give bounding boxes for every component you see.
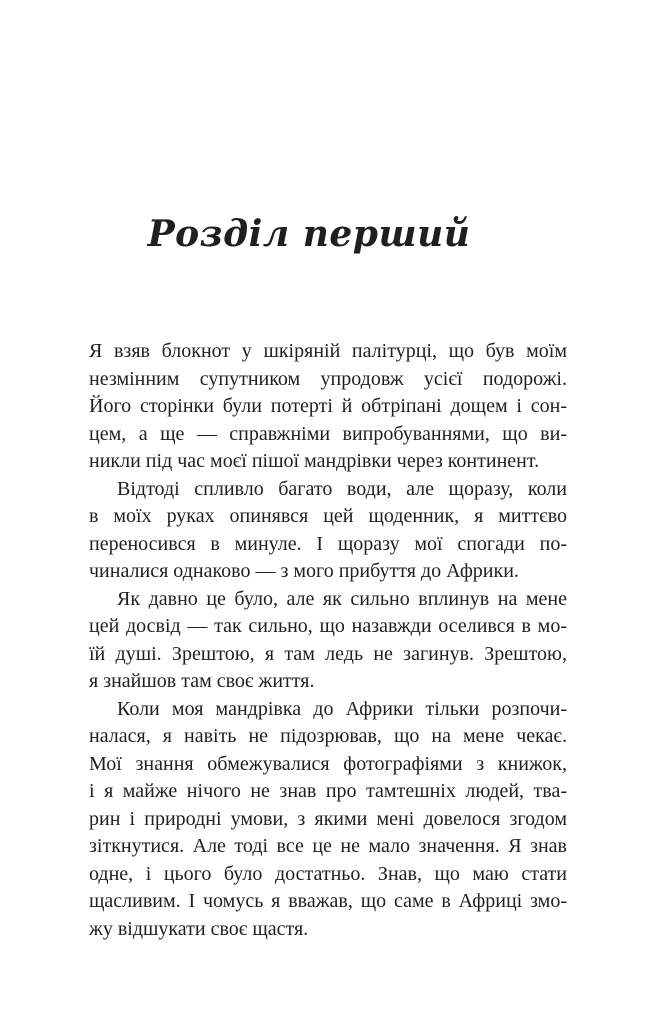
text-line: їй душі. Зрештою, я там ледь не загинув. Зрештою, xyxy=(89,642,567,665)
text-line: і я майже нічого не знав про тамтешніх людей, тва- xyxy=(89,780,567,802)
chapter-title: Розділ перший xyxy=(147,213,471,255)
text-line: в моїх руках опинявся цей щоденник, я миттєво xyxy=(89,505,567,527)
text-line: я знайшов там своє життя. xyxy=(89,670,315,692)
text-line: жу відшукати своє щастя. xyxy=(89,917,309,940)
text-line: Його сторінки були потерті й обтріпані дощем і сон- xyxy=(89,395,567,417)
text-line: Мої знання обмежувалися фотографіями з книжок, xyxy=(89,752,567,775)
text-line: Я взяв блокнот у шкіряній палітурці, що був моїм xyxy=(89,340,567,362)
text-line: чиналися однаково — з мого прибуття до Африки. xyxy=(89,560,519,582)
text-line: щасливим. І чомусь я вважав, що саме в Африці змо- xyxy=(89,890,567,912)
text-line: никли під час моєї пішої мандрівки через континент. xyxy=(89,450,540,472)
paragraph xyxy=(89,476,567,586)
text-line: незмінним супутником упродовж усієї подорожі. xyxy=(89,367,567,390)
text-block xyxy=(89,338,567,943)
paragraph xyxy=(89,586,567,696)
text-line: Відтоді спливло багато води, але щоразу, коли xyxy=(117,477,567,500)
text-line: одне, і цього було достатньо. Знав, що маю стати xyxy=(89,862,567,885)
text-line: цем, а ще — справжніми випробуваннями, що ви- xyxy=(89,422,567,445)
text-line: рин і природні умови, з якими мені довелося згодом xyxy=(89,807,567,830)
text-line: переносився в минуле. І щоразу мої спогади по- xyxy=(89,532,567,555)
text-line: цей досвід — так сильно, що назавжди оселився в мо- xyxy=(89,615,567,637)
text-line: зіткнутися. Але тоді все це не мало значення. Я знав xyxy=(89,835,567,857)
paragraph xyxy=(89,696,567,944)
text-line: Як давно це було, але як сильно вплинув на мене xyxy=(117,587,567,610)
text-line: налася, я навіть не підозрював, що на мене чекає. xyxy=(89,725,567,747)
paragraph xyxy=(89,338,567,476)
text-line: Коли моя мандрівка до Африки тільки розпочи- xyxy=(117,697,567,720)
